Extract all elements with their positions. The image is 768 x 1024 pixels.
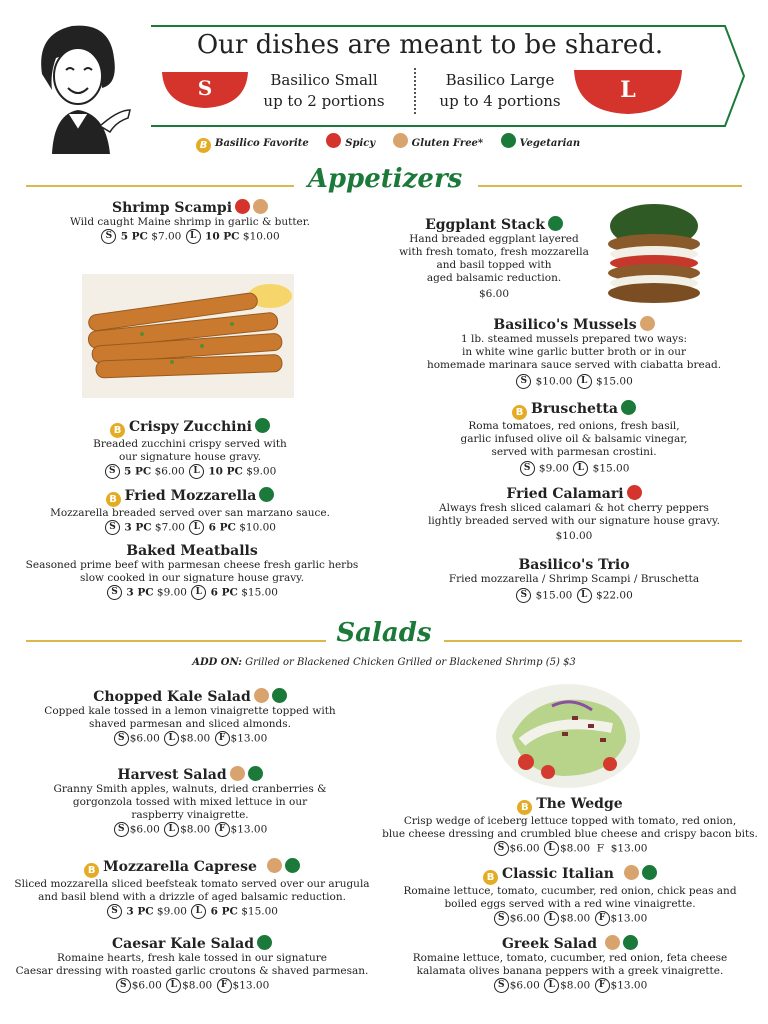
item-description-line-2: lightly breaded served with our signature house gravy. xyxy=(428,515,720,527)
large-size-icon: L xyxy=(544,978,559,993)
item-description-line-1: Hand breaded eggplant layered xyxy=(409,233,579,245)
item-name: Basilico's Mussels xyxy=(493,317,637,333)
large-size-name: Basilico Large xyxy=(445,71,555,89)
item-price: S $6.00 L $8.00 F $13.00 xyxy=(20,822,360,837)
menu-item-chopped-kale-salad xyxy=(20,688,360,746)
item-price: S $9.00 L $15.00 xyxy=(412,461,736,476)
legend xyxy=(196,133,580,153)
item-name: Greek Salad xyxy=(501,936,598,952)
item-description-line-1: Copped kale tossed in a lemon vinaigrette topped with xyxy=(44,705,336,717)
item-description-line-3: and basil topped with xyxy=(436,259,552,271)
gluten-free-icon xyxy=(605,935,620,950)
large-size-icon: L xyxy=(166,978,181,993)
menu-item-harvest-salad xyxy=(20,766,360,837)
menu-item-the-wedge xyxy=(380,796,760,856)
family-size-icon: F xyxy=(595,911,610,926)
salads-addon xyxy=(120,657,648,668)
item-description-line-2: garlic infused olive oil & balsamic vinegar, xyxy=(460,433,688,445)
family-size-icon: F xyxy=(215,731,230,746)
item-name: Shrimp Scampi xyxy=(111,200,233,216)
gluten-free-icon xyxy=(230,766,245,781)
small-size-icon: S xyxy=(105,520,120,535)
item-name: Classic Italian xyxy=(502,866,614,882)
large-size-icon: L xyxy=(544,841,559,856)
legend-vegetarian: Vegetarian xyxy=(519,138,581,149)
spicy-icon xyxy=(326,133,341,148)
item-name: Mozzarella Caprese xyxy=(103,859,257,875)
eggplant-stack-photo xyxy=(598,196,710,308)
item-description-line-1: Always fresh sliced calamari & hot cherry peppers xyxy=(439,502,709,514)
item-description-line-1: Romaine lettuce, tomato, cucumber, red onion, feta cheese xyxy=(412,952,728,964)
large-size-icon: L xyxy=(191,904,206,919)
small-size-name: Basilico Small xyxy=(270,71,378,89)
appetizers-rule-left xyxy=(26,185,294,187)
small-size-info xyxy=(254,70,394,112)
small-size-icon: S xyxy=(114,822,129,837)
small-size-icon: S xyxy=(516,374,531,389)
item-price: S $6.00 L $8.00 F $13.00 xyxy=(8,978,376,993)
addon-text: Grilled or Blackened Chicken Grilled or Blackened Shrimp (5) $3 xyxy=(245,657,576,668)
large-size-icon: L xyxy=(577,374,592,389)
item-name: Caesar Kale Salad xyxy=(111,936,255,952)
item-description-line-2: Caesar dressing with roasted garlic croutons & shaved parmesan. xyxy=(15,965,369,977)
headline: Our dishes are meant to be shared. xyxy=(196,30,664,60)
item-description-line-1: Romaine hearts, fresh kale tossed in our signature xyxy=(57,952,327,964)
item-description-line-2: blue cheese dressing and crumbled blue cheese and crispy bacon bits. xyxy=(382,828,758,840)
item-description: Fried mozzarella / Shrimp Scampi / Bruschetta xyxy=(448,573,700,585)
mascot-illustration xyxy=(22,14,134,154)
menu-item-fried-calamari xyxy=(412,485,736,542)
small-size-portions: up to 2 portions xyxy=(263,92,385,110)
wedge-salad-photo xyxy=(492,676,644,792)
item-price: S $6.00 L $8.00 F $13.00 xyxy=(380,978,760,993)
item-description-line-1: Seasoned prime beef with parmesan cheese fresh garlic herbs xyxy=(25,559,359,571)
item-name: Basilico's Trio xyxy=(518,557,630,573)
family-size-icon: F xyxy=(215,822,230,837)
item-price: S 5 PC $6.00 L 10 PC $9.00 xyxy=(40,464,340,479)
vegetarian-icon xyxy=(248,766,263,781)
item-description-line-1: 1 lb. steamed mussels prepared two ways: xyxy=(460,333,688,345)
small-size-icon: S xyxy=(114,731,129,746)
item-price: S $6.00 L $8.00 F $13.00 xyxy=(380,841,760,856)
favorite-icon: B xyxy=(483,870,498,885)
item-description-line-2: and basil blend with a drizzle of aged balsamic reduction. xyxy=(38,891,346,903)
salads-rule-left xyxy=(26,640,326,642)
item-description-line-2: our signature house gravy. xyxy=(118,451,262,463)
item-description-line-2: boiled eggs served with a red wine vinaigrette. xyxy=(444,898,696,910)
item-name: Bruschetta xyxy=(531,401,618,417)
small-size-icon: S xyxy=(494,841,509,856)
gluten-free-icon xyxy=(393,133,408,148)
large-size-icon: L xyxy=(544,911,559,926)
large-size-icon: L xyxy=(191,585,206,600)
menu-item-caesar-kale-salad xyxy=(8,935,376,993)
family-size-icon: F xyxy=(217,978,232,993)
gluten-free-icon xyxy=(253,199,268,214)
item-description-line-1: Roma tomatoes, red onions, fresh basil, xyxy=(468,420,680,432)
item-name: Fried Calamari xyxy=(506,486,624,502)
small-size-icon: S xyxy=(516,588,531,603)
menu-item-fried-mozzarella xyxy=(20,487,360,535)
item-description-line-1: Romaine lettuce, tomato, cucumber, red onion, chick peas and xyxy=(403,885,737,897)
menu-item-crispy-zucchini xyxy=(40,418,340,479)
menu-item-bruschetta xyxy=(412,400,736,476)
family-size-icon: F xyxy=(595,978,610,993)
item-description-line-4: aged balsamic reduction. xyxy=(426,272,562,284)
spicy-icon xyxy=(235,199,250,214)
vegetarian-icon xyxy=(257,935,272,950)
spicy-icon xyxy=(627,485,642,500)
item-description-line-3: raspberry vinaigrette. xyxy=(131,809,249,821)
item-name: Fried Mozzarella xyxy=(124,488,257,504)
item-description-line-2: in white wine garlic butter broth or in our xyxy=(461,346,687,358)
vegetarian-icon xyxy=(272,688,287,703)
large-badge: L xyxy=(620,77,636,103)
favorite-icon: B xyxy=(84,863,99,878)
favorite-icon: B xyxy=(110,423,125,438)
small-size-icon: S xyxy=(116,978,131,993)
item-description-line-2: with fresh tomato, fresh mozzarella xyxy=(399,246,589,258)
vegetarian-icon xyxy=(285,858,300,873)
small-size-icon: S xyxy=(105,464,120,479)
large-bowl-icon xyxy=(574,68,682,116)
item-name: Eggplant Stack xyxy=(425,217,545,233)
item-price: S 3 PC $7.00 L 6 PC $10.00 xyxy=(20,520,360,535)
large-size-info xyxy=(428,70,572,112)
menu-item-basilicos-trio xyxy=(412,557,736,603)
gluten-free-icon xyxy=(640,316,655,331)
item-price: S $15.00 L $22.00 xyxy=(412,588,736,603)
menu-item-classic-italian xyxy=(380,865,760,926)
item-description-line-1: Breaded zucchini crispy served with xyxy=(93,438,287,450)
small-badge: S xyxy=(197,76,213,100)
small-size-icon: S xyxy=(107,904,122,919)
large-size-icon: L xyxy=(577,588,592,603)
salads-heading: Salads xyxy=(336,618,432,648)
item-price: S $6.00 L $8.00 F $13.00 xyxy=(20,731,360,746)
vegetarian-icon xyxy=(255,418,270,433)
favorite-icon: B xyxy=(517,800,532,815)
item-description-line-2: gorgonzola tossed with mixed lettuce in our xyxy=(72,796,308,808)
salads-rule-right xyxy=(444,640,742,642)
item-description: Mozzarella breaded served over san marzano sauce. xyxy=(50,507,330,519)
menu-item-greek-salad xyxy=(380,935,760,993)
legend-favorite: Basilico Favorite xyxy=(215,138,309,149)
vegetarian-icon xyxy=(623,935,638,950)
vegetarian-icon xyxy=(259,487,274,502)
favorite-icon: B xyxy=(106,492,121,507)
small-size-icon: S xyxy=(494,911,509,926)
item-description: Wild caught Maine shrimp in garlic & butter. xyxy=(70,216,310,228)
legend-spicy: Spicy xyxy=(345,138,376,149)
large-size-icon: L xyxy=(164,822,179,837)
small-size-icon: S xyxy=(494,978,509,993)
large-size-icon: L xyxy=(189,520,204,535)
vegetarian-icon xyxy=(501,133,516,148)
small-size-icon: S xyxy=(107,585,122,600)
zucchini-photo xyxy=(82,274,294,398)
favorite-icon: B xyxy=(512,405,527,420)
vegetarian-icon xyxy=(548,216,563,231)
gluten-free-icon xyxy=(254,688,269,703)
addon-label: ADD ON: xyxy=(192,657,242,668)
gluten-free-icon xyxy=(267,858,282,873)
item-price: S 3 PC $9.00 L 6 PC $15.00 xyxy=(10,585,374,600)
large-size-portions: up to 4 portions xyxy=(439,92,561,110)
item-description-line-2: slow cooked in our signature house gravy. xyxy=(79,572,305,584)
item-price: $6.00 xyxy=(478,288,510,300)
large-size-icon: L xyxy=(189,464,204,479)
vegetarian-icon xyxy=(621,400,636,415)
menu-item-baked-meatballs xyxy=(10,543,374,600)
vegetarian-icon xyxy=(642,865,657,880)
appetizers-rule-right xyxy=(478,185,742,187)
small-bowl-icon xyxy=(162,70,248,110)
legend-gluten-free: Gluten Free* xyxy=(411,138,484,149)
item-price: S 3 PC $9.00 L 6 PC $15.00 xyxy=(8,904,376,919)
item-price: S $10.00 L $15.00 xyxy=(412,374,736,389)
small-size-icon: S xyxy=(101,229,116,244)
item-description-line-3: homemade marinara sauce served with ciabatta bread. xyxy=(426,359,722,371)
large-size-icon: L xyxy=(164,731,179,746)
item-name: The Wedge xyxy=(536,796,623,812)
menu-item-mozzarella-caprese xyxy=(8,858,376,919)
menu-item-basilicos-mussels xyxy=(412,316,736,389)
favorite-icon: B xyxy=(196,138,211,153)
item-name: Crispy Zucchini xyxy=(129,419,252,435)
gluten-free-icon xyxy=(624,865,639,880)
item-description-line-1: Granny Smith apples, walnuts, dried cranberries & xyxy=(53,783,327,795)
item-description-line-2: shaved parmesan and sliced almonds. xyxy=(89,718,291,730)
item-price: S 5 PC $7.00 L 10 PC $10.00 xyxy=(40,229,340,244)
header-banner xyxy=(150,24,746,128)
large-size-icon: L xyxy=(186,229,201,244)
item-description-line-1: Sliced mozzarella sliced beefsteak tomato served over our arugula xyxy=(14,878,370,890)
item-price: $10.00 xyxy=(555,530,593,542)
item-name: Baked Meatballs xyxy=(126,543,258,559)
item-price: S $6.00 L $8.00 F $13.00 xyxy=(380,911,760,926)
item-description-line-3: served with parmesan crostini. xyxy=(491,446,657,458)
appetizers-heading: Appetizers xyxy=(307,164,463,194)
item-description-line-2: kalamata olives banana peppers with a greek vinaigrette. xyxy=(416,965,724,977)
large-size-icon: L xyxy=(573,461,588,476)
item-description-line-1: Crisp wedge of iceberg lettuce topped with tomato, red onion, xyxy=(403,815,737,827)
small-size-icon: S xyxy=(520,461,535,476)
item-name: Chopped Kale Salad xyxy=(93,689,251,705)
item-name: Harvest Salad xyxy=(117,767,227,783)
menu-item-eggplant-stack xyxy=(390,216,598,300)
size-divider xyxy=(414,68,416,114)
menu-item-shrimp-scampi xyxy=(40,199,340,244)
